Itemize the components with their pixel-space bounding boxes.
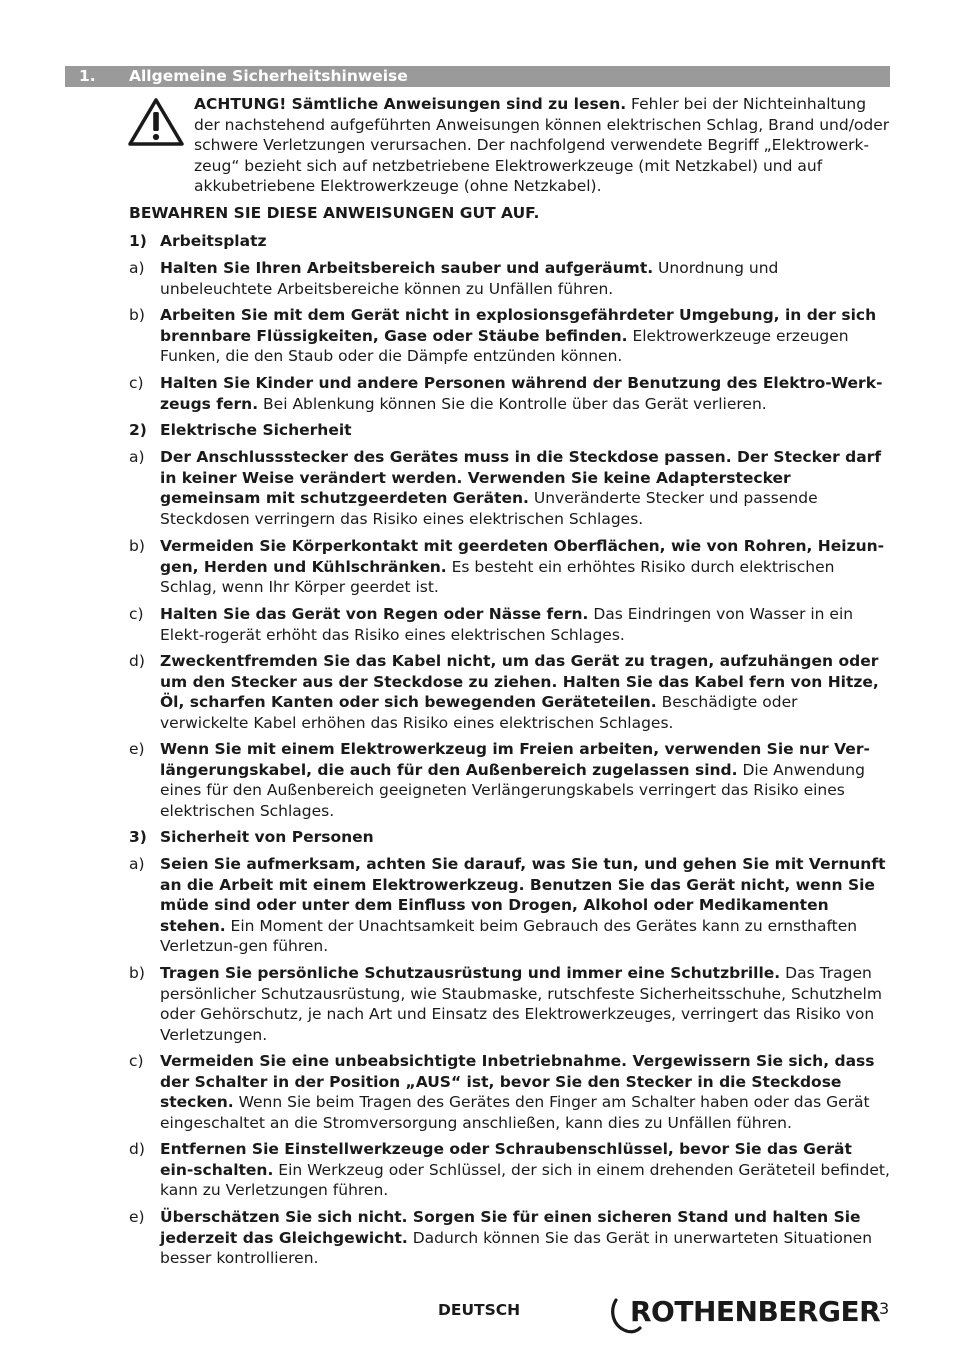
item-bold: Überschätzen Sie sich nicht. Sorgen Sie für einen sicheren Stand und halten Sie jederzeit das Gleichgewicht.	[160, 1208, 861, 1247]
item-text: Dadurch können Sie das Gerät in unerwarteten Situationen besser kontrollieren.	[160, 1228, 873, 1268]
item-letter: b)	[129, 306, 145, 324]
subsection-number: 2)	[129, 421, 147, 439]
section-title: Allgemeine Sicherheitshinweise	[129, 67, 408, 85]
item-letter: d)	[129, 652, 145, 670]
item-letter: b)	[129, 964, 145, 982]
item-text: Unordnung und unbeleuchtete Arbeitsbereiche können zu Unfällen führen.	[160, 259, 779, 298]
section-header	[65, 66, 890, 87]
item-letter: a)	[129, 448, 145, 466]
item-text: Elektrowerkzeuge erzeugen Funken, die den Staub oder die Dämpfe entzünden können.	[160, 326, 849, 366]
item-bold: Wenn Sie mit einem Elektrowerkzeug im Freien arbeiten, verwenden Sie nur Ver-längerungskabel, die auch für den Außenbereich zugelassen sind.	[160, 740, 870, 779]
item-letter: c)	[129, 1052, 144, 1070]
item-text: Das Tragen persönlicher Schutzausrüstung, wie Staubmaske, rutschfeste Sicherheitsschuhe, Schutzhelm oder Gehörschutz, je nach Art und Einsatz des Elektrowerkzeuges, verringert das Risiko von Verletzungen.	[160, 964, 882, 1044]
item-text: Ein Werkzeug oder Schlüssel, der sich in einem drehenden Geräteteil befindet, kann zu Verletzungen führen.	[160, 1160, 890, 1200]
footer-language: DEUTSCH	[438, 1301, 521, 1319]
item-letter: e)	[129, 1208, 145, 1226]
brand-logo: ROTHENBERGER	[630, 1295, 881, 1328]
section-number: 1.	[79, 67, 96, 85]
warning-body: Fehler bei der Nichteinhaltung der nachstehend aufgeführten Anweisungen können elektrischen Schlag, Brand und/oder schwere Verletzungen verursachen. Der nachfolgend verwendete Begriff „Elektrowerk-zeug“ bezieht sich auf netzbetriebene Elektrowerkzeuge (mit Netzkabel) und auf akkubetriebene Elektrowerkzeuge (ohne Netzkabel).	[194, 95, 890, 196]
keep-instructions: BEWAHREN SIE DIESE ANWEISUNGEN GUT AUF.	[129, 204, 540, 222]
item-bold: Arbeiten Sie mit dem Gerät nicht in explosionsgefährdeter Umgebung, in der sich brennbare Flüssigkeiten, Gase oder Stäube befinden.	[160, 306, 877, 345]
subsection-title: Sicherheit von Personen	[160, 828, 374, 846]
item-bold: Seien Sie aufmerksam, achten Sie darauf, was Sie tun, und gehen Sie mit Vernunft an die Arbeit mit einem Elektrowerkzeug. Benutzen Sie das Gerät nicht, wenn Sie müde sind oder unter dem Einfluss von Drogen, Alkohol oder Medikamenten stehen.	[160, 855, 886, 935]
item-text: Beschädigte oder verwickelte Kabel erhöhen das Risiko eines elektrischen Schlages.	[160, 693, 798, 732]
item-letter: a)	[129, 259, 145, 277]
item-letter: e)	[129, 740, 145, 758]
warning-paragraph	[194, 94, 890, 197]
item-letter: c)	[129, 605, 144, 623]
subsection-number: 1)	[129, 232, 147, 250]
subsection-title: Elektrische Sicherheit	[160, 421, 352, 439]
item-bold: Vermeiden Sie Körperkontakt mit geerdeten Oberflächen, wie von Rohren, Heizun-gen, Herden und Kühlschränken.	[160, 537, 885, 576]
item-bold: Der Anschlussstecker des Gerätes muss in die Steckdose passen. Der Stecker darf in keiner Weise verändert werden. Verwenden Sie keine Adapterstecker gemeinsam mit schutzgeerdeten Geräten.	[160, 448, 882, 508]
item-text: Unveränderte Stecker und passende Steckdosen verringern das Risiko eines elektrischen Schlages.	[160, 489, 818, 528]
item-text: Die Anwendung eines für den Außenbereich geeigneten Verlängerungskabels verringert das Risiko eines elektrischen Schlages.	[160, 760, 865, 820]
item-bold: Halten Sie Kinder und andere Personen während der Benutzung des Elektro-Werk-zeugs fern.	[160, 374, 883, 413]
item-bold: Halten Sie Ihren Arbeitsbereich sauber und aufgeräumt.	[160, 259, 654, 277]
page-number: 3	[879, 1299, 890, 1318]
warning-bold: ACHTUNG! Sämtliche Anweisungen sind zu lesen.	[194, 95, 627, 113]
item-text: Wenn Sie beim Tragen des Gerätes den Finger am Schalter haben oder das Gerät eingeschaltet an die Stromversorgung anschließen, kann dies zu Unfällen führen.	[160, 1093, 870, 1132]
item-letter: c)	[129, 374, 144, 392]
item-text: Bei Ablenkung können Sie die Kontrolle über das Gerät verlieren.	[258, 394, 767, 413]
item-bold: Entfernen Sie Einstellwerkzeuge oder Schraubenschlüssel, bevor Sie das Gerät ein-schalten.	[160, 1140, 852, 1179]
subsection-number: 3)	[129, 828, 147, 846]
item-letter: b)	[129, 537, 145, 555]
item-text: Das Eindringen von Wasser in ein Elekt-rogerät erhöht das Risiko eines elektrischen Schlages.	[160, 605, 854, 644]
subsection-title: Arbeitsplatz	[160, 232, 267, 250]
item-letter: d)	[129, 1140, 145, 1158]
warning-triangle-icon	[126, 96, 186, 148]
item-letter: a)	[129, 855, 145, 873]
item-bold: Zweckentfremden Sie das Kabel nicht, um das Gerät zu tragen, aufzuhängen oder um den Stecker aus der Steckdose zu ziehen. Halten Sie das Kabel fern von Hitze, Öl, scharfen Kanten oder sich bewegenden Geräteteilen.	[160, 652, 879, 712]
item-bold: Halten Sie das Gerät von Regen oder Nässe fern.	[160, 605, 589, 623]
item-text: Ein Moment der Unachtsamkeit beim Gebrauch des Gerätes kann zu ernsthaften Verletzun-gen führen.	[160, 916, 858, 956]
item-bold: Tragen Sie persönliche Schutzausrüstung und immer eine Schutzbrille.	[160, 964, 781, 982]
item-bold: Vermeiden Sie eine unbeabsichtigte Inbetriebnahme. Vergewissern Sie sich, dass der Schalter in der Position „AUS“ ist, bevor Sie den Stecker in die Steckdose stecken.	[160, 1052, 875, 1112]
item-text: Es besteht ein erhöhtes Risiko durch elektrischen Schlag, wenn Ihr Körper geerdet ist.	[160, 557, 835, 597]
